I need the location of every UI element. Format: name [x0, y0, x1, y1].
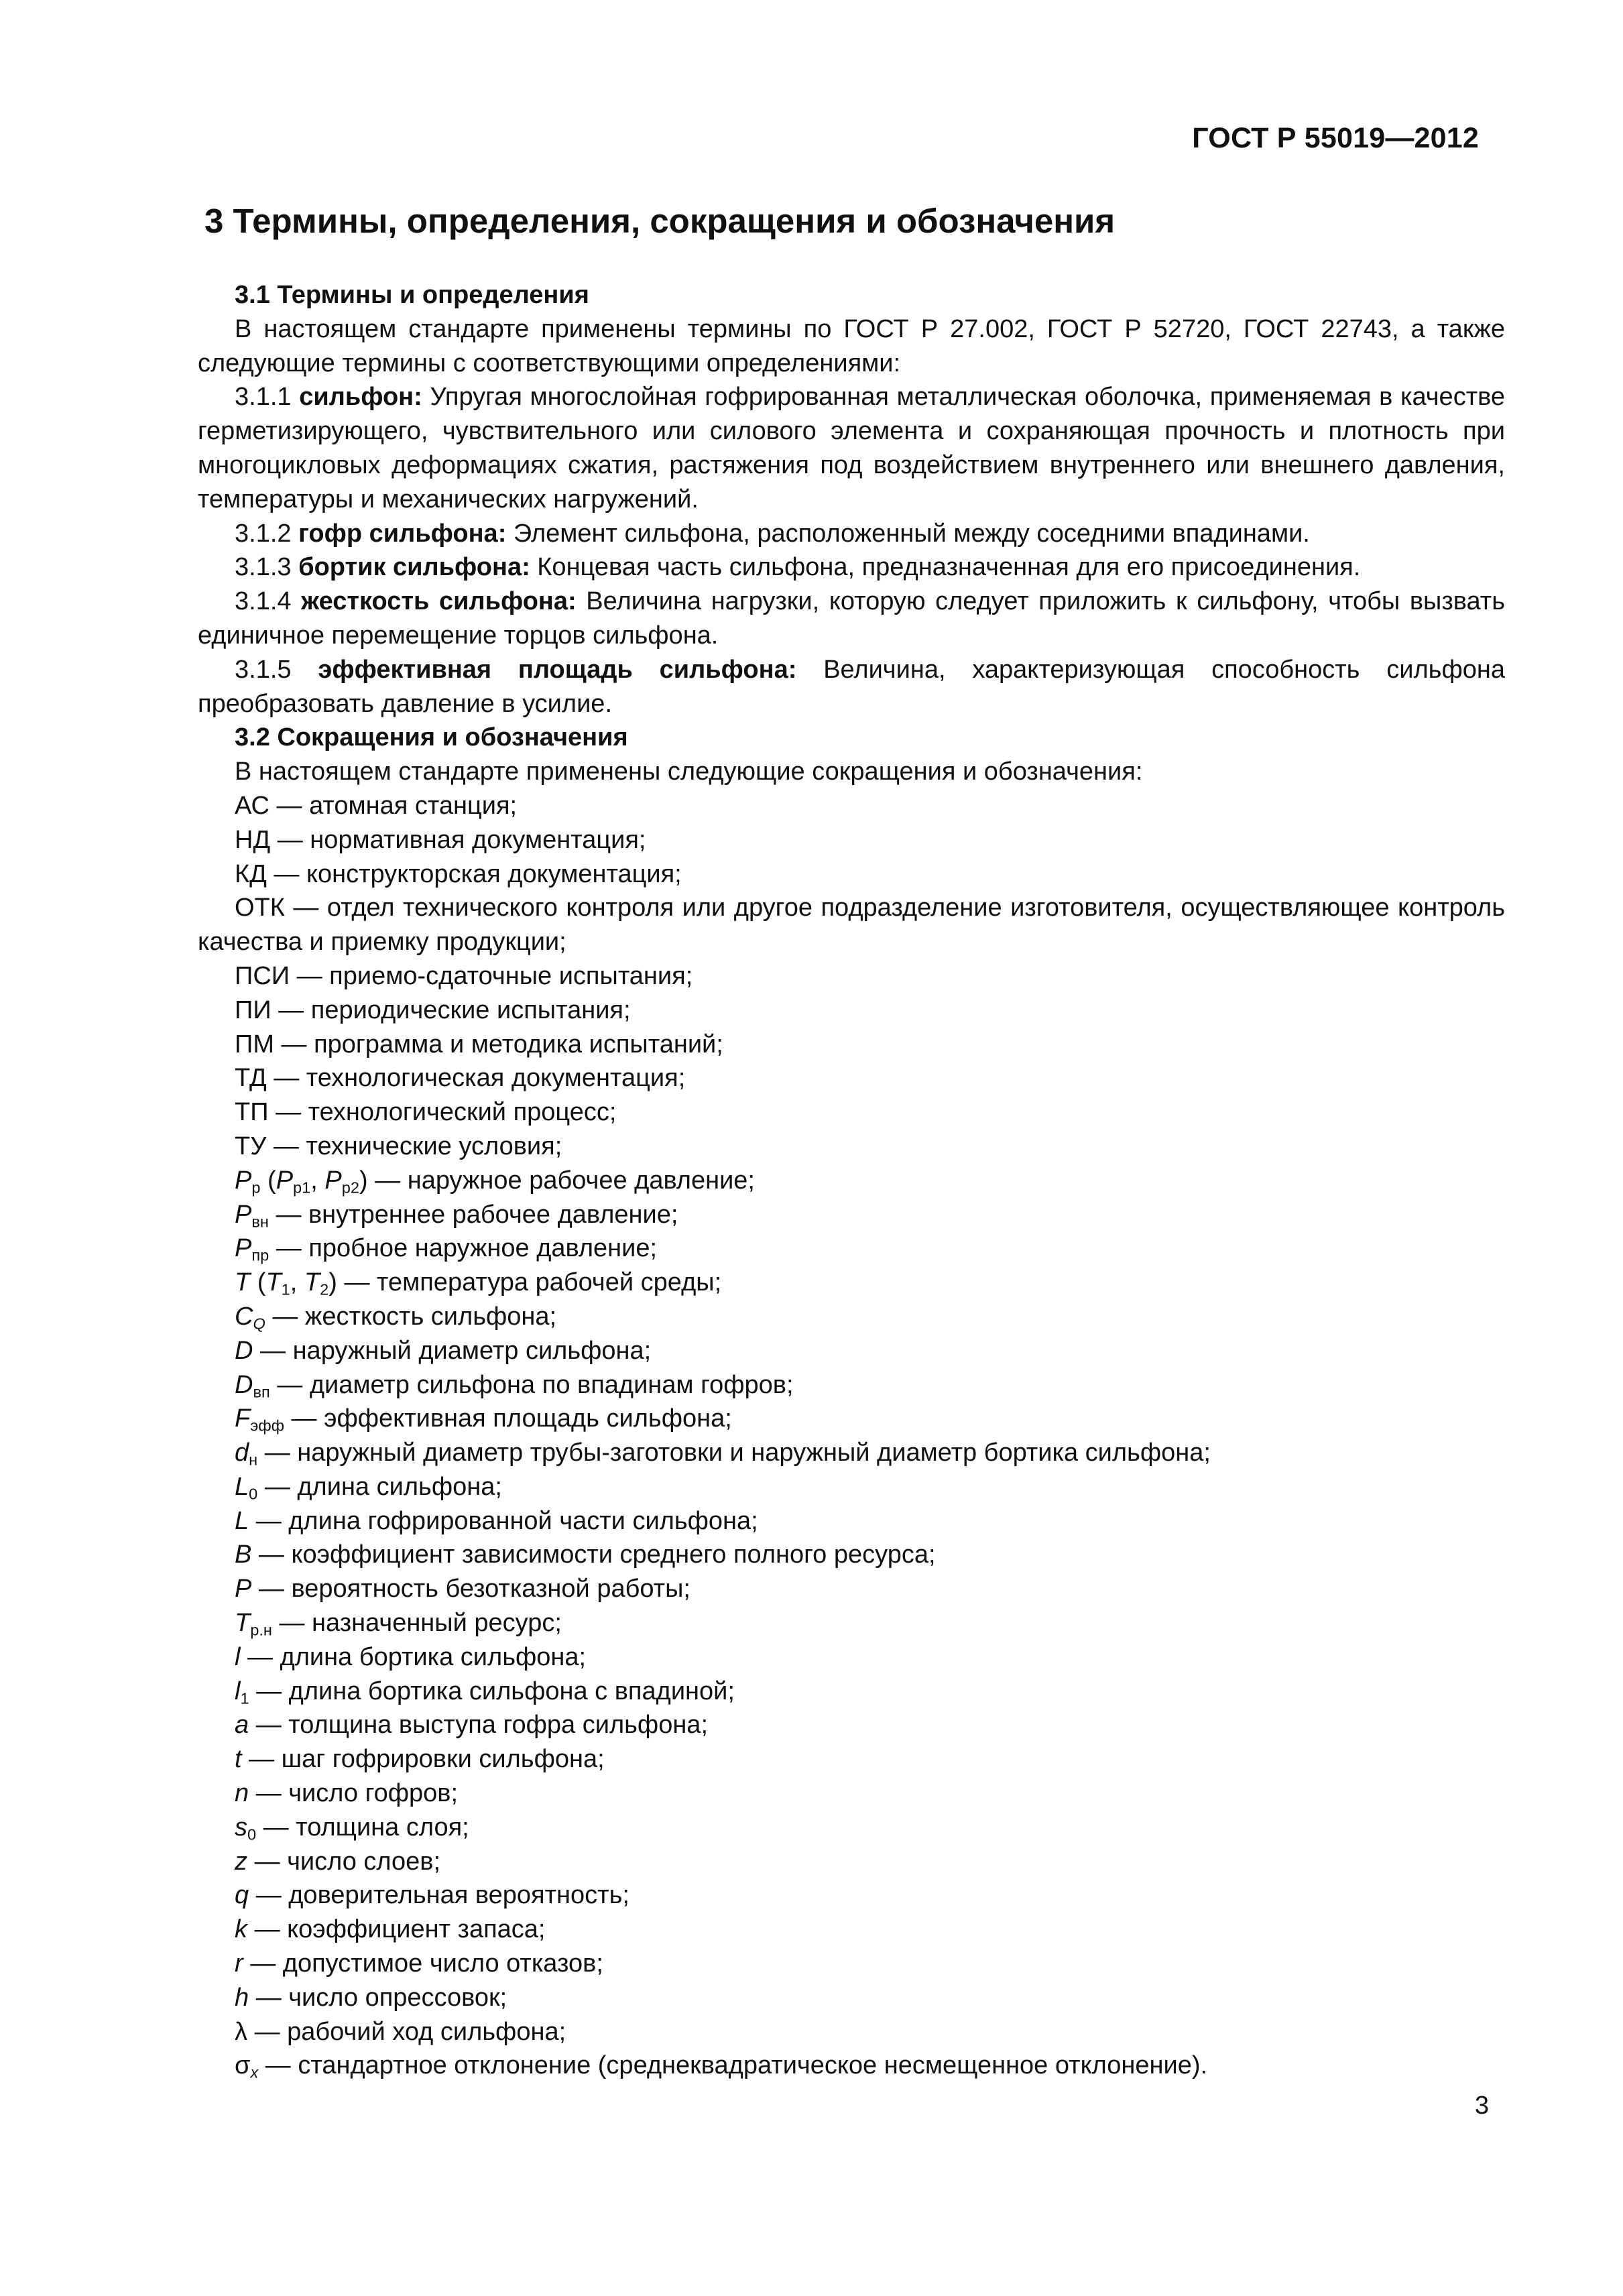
paragraph-intro-terms: В настоящем стандарте применены термины по ГОСТ Р 27.002, ГОСТ Р 52720, ГОСТ 22743, а также следующие термины с соответствующими определениями: [198, 314, 1505, 377]
abbreviation-item: НД — нормативная документация; [235, 825, 646, 854]
symbol-item-l: l — длина бортика сильфона; [235, 1642, 587, 1671]
symbol-item-p: P — вероятность безотказной работы; [235, 1575, 690, 1604]
term-3-1-5: 3.1.5 эффективная площадь сильфона: Величина, характеризующая способность сильфона преобразовать давление в усилие. [198, 655, 1505, 718]
document-body [198, 278, 1505, 2083]
symbol-item-trn: $T_{р.н}$ — назначенный ресурс; [235, 1609, 562, 1639]
abbreviation-item: ПМ — программа и методика испытаний; [235, 1030, 723, 1059]
abbreviation-item: ПСИ — приемо-сдаточные испытания; [235, 961, 693, 990]
symbol-item-ppr: $P_{пр}$ — пробное наружное давление; [235, 1234, 658, 1264]
section-title: 3 Термины, определения, сокращения и обозначения [204, 202, 1116, 240]
symbol-item-q: q — доверительная вероятность; [235, 1881, 629, 1910]
symbol-item-r: r — допустимое число отказов; [235, 1949, 603, 1978]
symbol-item-l-upper: L — длина гофрированной части сильфона; [235, 1506, 758, 1535]
abbreviation-item: ОТК — отдел технического контроля или другое подразделение изготовителя, осуществляющее контроль качества и приемку продукции; [198, 894, 1505, 957]
symbol-item-feff: $F_{эфф}$ — эффективная площадь сильфона; [235, 1404, 732, 1435]
symbol-item-t-lower: t — шаг гофрировки сильфона; [235, 1745, 605, 1774]
symbol-item-d: D — наружный диаметр сильфона; [235, 1336, 652, 1365]
standard-header: ГОСТ Р 55019—2012 [1192, 122, 1479, 154]
symbol-item-s0: $s_0$ — толщина слоя; [235, 1813, 469, 1844]
symbol-item-pp: $P_р$ ($P_{р1}$, $P_{р2}$) — наружное рабочее давление; [235, 1166, 755, 1197]
term-3-1-3: 3.1.3 бортик сильфона: Концевая часть сильфона, предназначенная для его присоединения. [235, 553, 1361, 582]
symbol-item-l1: $l_1$ — длина бортика сильфона с впадиной; [235, 1677, 735, 1707]
symbol-item-t: T ($T_1$, $T_2$) — температура рабочей среды; [235, 1268, 722, 1298]
term-3-1-1: 3.1.1 сильфон: Упругая многослойная гофрированная металлическая оболочка, применяемая в качестве герметизирующего, чувствительного или силового элемента и сохраняющая прочность и плотность при многоцикловых деформациях сжатия, растяжения под воздействием внутреннего или внешнего давления, температуры и механических нагружений. [198, 383, 1505, 513]
subsection-heading-3-2: 3.2 Сокращения и обозначения [235, 723, 628, 752]
symbol-item-b: B — коэффициент зависимости среднего полного ресурса; [235, 1540, 936, 1569]
symbol-item-l0: $L_0$ — длина сильфона; [235, 1472, 502, 1503]
subsection-heading-3-1: 3.1 Термины и определения [235, 281, 589, 309]
symbol-item-n: n — число гофров; [235, 1779, 459, 1808]
symbol-item-z: z — число слоев; [235, 1847, 441, 1876]
symbol-item-cq: $C_Q$ — жесткость сильфона; [235, 1302, 557, 1333]
symbol-item-dn: $d_н$ — наружный диаметр трубы-заготовки и наружный диаметр бортика сильфона; [235, 1439, 1211, 1469]
abbreviation-item: ТД — технологическая документация; [235, 1064, 686, 1093]
abbreviation-item: КД — конструкторская документация; [235, 859, 682, 888]
abbreviation-item: АС — атомная станция; [235, 791, 518, 820]
paragraph-intro-abbreviations: В настоящем стандарте применены следующие сокращения и обозначения: [235, 758, 1143, 786]
abbreviation-item: ПИ — периодические испытания; [235, 995, 631, 1024]
abbreviation-item: ТУ — технические условия; [235, 1132, 562, 1160]
page-number: 3 [1474, 2092, 1489, 2120]
symbol-item-k: k — коэффициент запаса; [235, 1915, 546, 1944]
term-3-1-4: 3.1.4 жесткость сильфона: Величина нагрузки, которую следует приложить к сильфону, чтобы вызвать единичное перемещение торцов сильфона. [198, 587, 1506, 650]
term-3-1-2: 3.1.2 гофр сильфона: Элемент сильфона, расположенный между соседними впадинами. [235, 519, 1310, 548]
symbol-item-a: a — толщина выступа гофра сильфона; [235, 1711, 708, 1740]
symbol-item-h: h — число опрессовок; [235, 1983, 507, 2012]
symbol-item-pvn: $P_{вн}$ — внутреннее рабочее давление; [235, 1200, 678, 1231]
symbol-item-dvp: $D_{вп}$ — диаметр сильфона по впадинам гофров; [235, 1370, 794, 1401]
symbol-item-lambda: λ — рабочий ход сильфона; [235, 2017, 566, 2046]
symbol-item-sigma: $\sigma_x$ — стандартное отклонение (среднеквадратическое несмещенное отклонение). [235, 2051, 1208, 2082]
abbreviation-item: ТП — технологический процесс; [235, 1098, 617, 1127]
